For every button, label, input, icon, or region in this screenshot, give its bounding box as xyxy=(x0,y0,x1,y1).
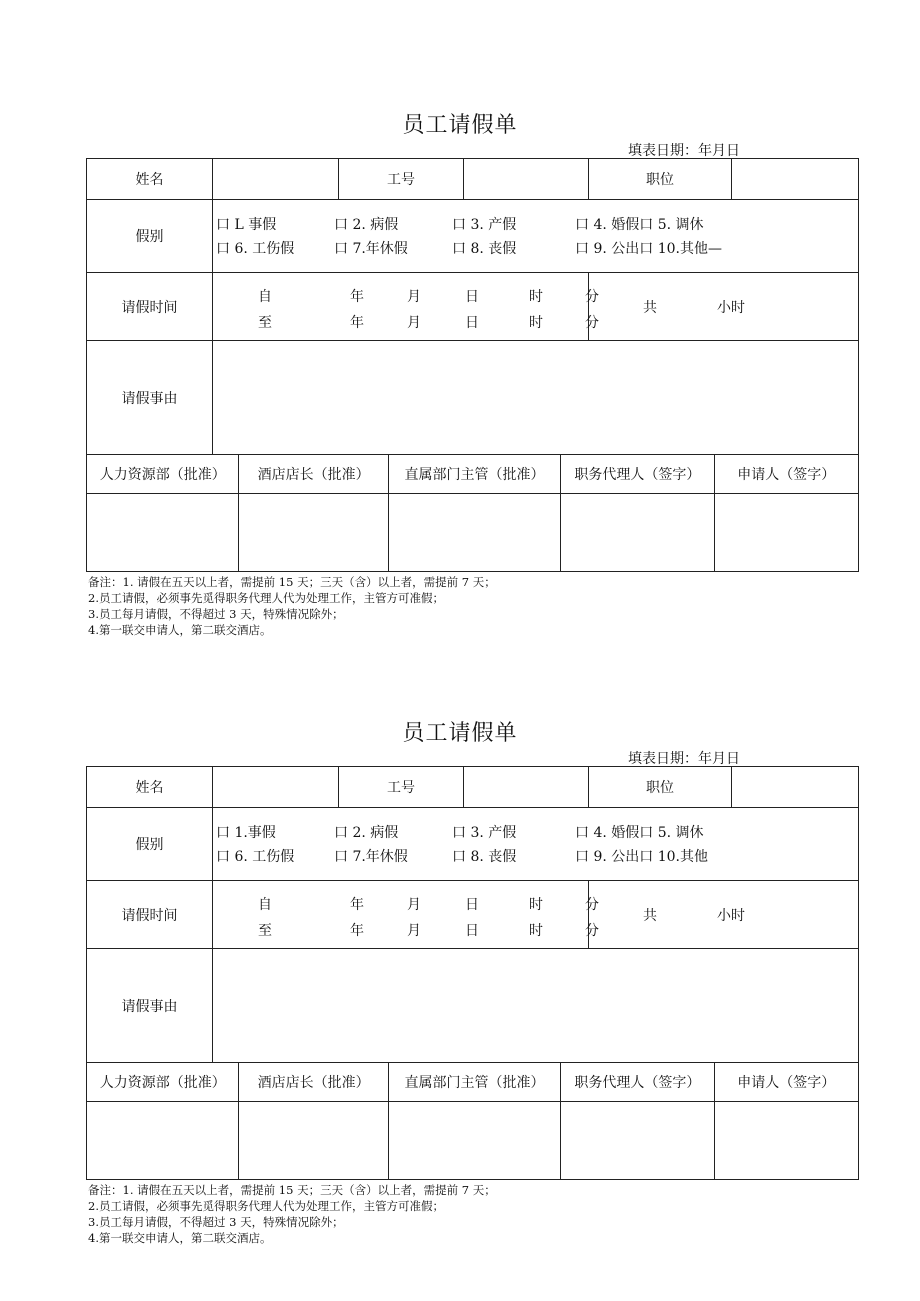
reason-field[interactable] xyxy=(213,949,859,1063)
manager-approval-field[interactable] xyxy=(239,494,388,571)
fill-date-label: 填表日期：年月日 xyxy=(628,143,740,159)
to-label: 至 xyxy=(258,922,272,939)
leave-type-option[interactable]: 口 1.事假 xyxy=(216,825,276,841)
month-label: 月 xyxy=(407,896,421,913)
from-label: 自 xyxy=(258,896,272,913)
reason-field[interactable] xyxy=(213,341,859,455)
day-label: 日 xyxy=(465,922,479,939)
to-label: 至 xyxy=(258,314,272,331)
deputy-signature-label: 职务代理人（签字） xyxy=(561,1063,714,1101)
approval-section xyxy=(87,1063,859,1180)
leave-type-label: 假别 xyxy=(87,808,213,881)
leave-table xyxy=(86,766,859,1180)
leave-type-option[interactable]: 口 6. 工伤假 xyxy=(216,849,295,865)
supervisor-approval-label: 直属部门主管（批准） xyxy=(389,1063,561,1101)
hr-approval-label: 人力资源部（批准） xyxy=(87,1063,239,1101)
leave-type-options xyxy=(213,200,859,273)
name-label: 姓名 xyxy=(87,159,213,200)
leave-type-option[interactable]: 口 2. 病假 xyxy=(334,217,399,233)
time-from-line xyxy=(213,286,643,306)
time-to-line xyxy=(213,920,643,940)
leave-table xyxy=(86,158,859,572)
position-label: 职位 xyxy=(589,767,732,808)
leave-time-fields[interactable] xyxy=(213,881,599,949)
name-field[interactable] xyxy=(213,767,339,808)
leave-type-option[interactable]: 口 4. 婚假口 5. 调休 xyxy=(575,217,704,233)
time-from-line xyxy=(213,894,643,914)
leave-time-label: 请假时间 xyxy=(87,273,213,341)
day-label: 日 xyxy=(465,314,479,331)
leave-type-option[interactable]: 口 3. 产假 xyxy=(452,825,517,841)
manager-approval-label: 酒店店长（批准） xyxy=(239,1063,388,1101)
approval-fields xyxy=(87,1101,858,1179)
year-label: 年 xyxy=(350,288,364,305)
leave-type-line xyxy=(213,236,858,260)
note-line: 3.员工每月请假，不得超过 3 天，特殊情况除外； xyxy=(88,607,344,621)
note-line: 3.员工每月请假，不得超过 3 天，特殊情况除外； xyxy=(88,1215,344,1229)
name-label: 姓名 xyxy=(87,767,213,808)
leave-type-line xyxy=(213,212,858,236)
fill-date-label: 填表日期：年月日 xyxy=(628,751,740,767)
employee-no-label: 工号 xyxy=(339,767,464,808)
supervisor-approval-field[interactable] xyxy=(389,1102,561,1179)
leave-type-option[interactable]: 口 9. 公出口 10.其他 xyxy=(575,849,708,865)
leave-time-fields[interactable] xyxy=(213,273,599,341)
leave-type-option[interactable]: 口 7.年休假 xyxy=(334,241,408,257)
hr-approval-field[interactable] xyxy=(87,1102,239,1179)
leave-type-label: 假别 xyxy=(87,200,213,273)
leave-type-line xyxy=(213,820,858,844)
manager-approval-label: 酒店店长（批准） xyxy=(239,455,388,493)
manager-approval-field[interactable] xyxy=(239,1102,388,1179)
applicant-signature-field[interactable] xyxy=(715,1102,858,1179)
month-label: 月 xyxy=(407,922,421,939)
month-label: 月 xyxy=(407,288,421,305)
hr-approval-label: 人力资源部（批准） xyxy=(87,455,239,493)
employee-no-label: 工号 xyxy=(339,159,464,200)
hour-label: 时 xyxy=(529,314,543,331)
note-line: 4.第一联交申请人，第二联交酒店。 xyxy=(88,623,272,637)
day-label: 日 xyxy=(465,896,479,913)
leave-type-option[interactable]: 口 8. 丧假 xyxy=(452,849,517,865)
hours-label: 小时 xyxy=(717,299,745,316)
name-field[interactable] xyxy=(213,159,339,200)
year-label: 年 xyxy=(350,314,364,331)
time-to-line xyxy=(213,312,643,332)
approval-fields xyxy=(87,493,858,571)
notes xyxy=(88,1182,496,1246)
employee-no-field[interactable] xyxy=(464,767,589,808)
leave-type-options xyxy=(213,808,859,881)
reason-label: 请假事由 xyxy=(87,949,213,1063)
minute-label: 分 xyxy=(585,288,599,305)
hour-label: 时 xyxy=(529,288,543,305)
deputy-signature-field[interactable] xyxy=(561,494,714,571)
position-field[interactable] xyxy=(732,159,859,200)
total-label: 共 xyxy=(643,907,657,924)
leave-type-option[interactable]: 口 2. 病假 xyxy=(334,825,399,841)
minute-label: 分 xyxy=(585,314,599,331)
form-title: 员工请假单 xyxy=(402,721,518,746)
year-label: 年 xyxy=(350,896,364,913)
leave-type-option[interactable]: 口 9. 公出口 10.其他— xyxy=(575,241,722,257)
note-line: 4.第一联交申请人，第二联交酒店。 xyxy=(88,1231,272,1245)
hours-label: 小时 xyxy=(717,907,745,924)
month-label: 月 xyxy=(407,314,421,331)
note-line: 备注：1. 请假在五天以上者，需提前 15 天；三天（含）以上者，需提前 7 天； xyxy=(88,575,496,589)
note-line: 备注：1. 请假在五天以上者，需提前 15 天；三天（含）以上者，需提前 7 天； xyxy=(88,1183,496,1197)
leave-type-option[interactable]: 口 8. 丧假 xyxy=(452,241,517,257)
form-title: 员工请假单 xyxy=(402,113,518,138)
notes xyxy=(88,574,496,638)
hour-label: 时 xyxy=(529,896,543,913)
position-field[interactable] xyxy=(732,767,859,808)
minute-label: 分 xyxy=(585,896,599,913)
from-label: 自 xyxy=(258,288,272,305)
applicant-signature-field[interactable] xyxy=(715,494,858,571)
total-label: 共 xyxy=(643,299,657,316)
deputy-signature-field[interactable] xyxy=(561,1102,714,1179)
minute-label: 分 xyxy=(585,922,599,939)
hour-label: 时 xyxy=(529,922,543,939)
supervisor-approval-field[interactable] xyxy=(389,494,561,571)
reason-label: 请假事由 xyxy=(87,341,213,455)
position-label: 职位 xyxy=(589,159,732,200)
day-label: 日 xyxy=(465,288,479,305)
hr-approval-field[interactable] xyxy=(87,494,239,571)
leave-type-option[interactable]: 口 L 事假 xyxy=(216,217,277,233)
total-hours-field[interactable] xyxy=(589,273,859,341)
leave-type-line xyxy=(213,844,858,868)
employee-no-field[interactable] xyxy=(464,159,589,200)
note-line: 2.员工请假，必须事先觅得职务代理人代为处理工作，主管方可准假； xyxy=(88,591,444,605)
total-hours-field[interactable] xyxy=(589,881,859,949)
applicant-signature-label: 申请人（签字） xyxy=(737,1075,836,1091)
leave-time-label: 请假时间 xyxy=(87,881,213,949)
year-label: 年 xyxy=(350,922,364,939)
note-line: 2.员工请假，必须事先觅得职务代理人代为处理工作，主管方可准假； xyxy=(88,1199,444,1213)
leave-type-option[interactable]: 口 7.年休假 xyxy=(334,849,408,865)
approval-section xyxy=(87,455,859,572)
leave-type-option[interactable]: 口 4. 婚假口 5. 调休 xyxy=(575,825,704,841)
deputy-signature-label: 职务代理人（签字） xyxy=(561,455,714,493)
supervisor-approval-label: 直属部门主管（批准） xyxy=(389,455,561,493)
applicant-signature-label: 申请人（签字） xyxy=(737,467,836,483)
approval-header xyxy=(87,455,858,493)
approval-header xyxy=(87,1063,858,1101)
leave-type-option[interactable]: 口 3. 产假 xyxy=(452,217,517,233)
leave-type-option[interactable]: 口 6. 工伤假 xyxy=(216,241,295,257)
